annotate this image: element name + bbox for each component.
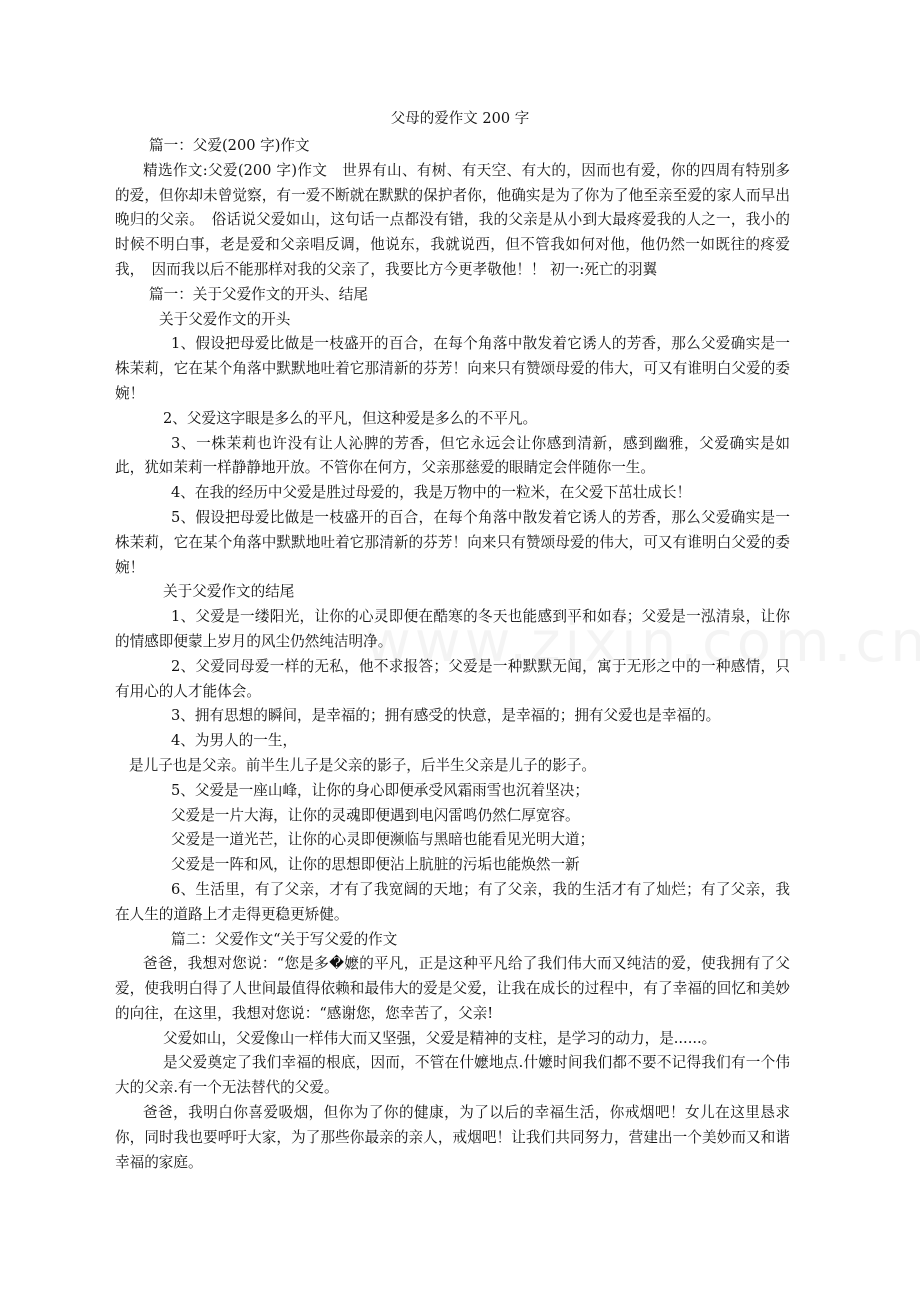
paragraph: 父爱是一道光芒，让你的心灵即便濒临与黑暗也能看见光明大道； [171, 831, 595, 849]
paragraph: 是儿子也是父亲。前半生儿子是父亲的影子，后半生父亲是儿子的影子。 [129, 756, 597, 774]
paragraph: 1、假设把母爱比做是一枝盛开的百合，在每个角落中散发着它诱人的芳香，那么父爱确实是一株茉莉，它在某个角落中默默地吐着它那清新的芬芳！向来只有赞颂母爱的伟大，可又有谁明白父爱的委婉！ [115, 335, 790, 402]
document-title: 父母的爱作文 200 字 [390, 111, 530, 127]
paragraph: 关于父爱作文的开头 [159, 310, 291, 328]
paragraph: 1、父爱是一缕阳光，让你的心灵即便在酷寒的冬天也能感到平和如春；父爱是一泓清泉，让你的情感即便蒙上岁月的风尘仍然纯洁明净。 [115, 608, 790, 650]
paragraph: 4、为男人的一生， [171, 732, 298, 750]
paragraph: 爸爸，我想对您说：“您是多�嬷的平凡，正是这种平凡给了我们伟大而又纯洁的爱，使我拥有了父爱，使我明白得了人世间最值得依赖和最伟大的爱是父爱，让我在成长的过程中，有了幸福的回忆和美妙的向往，在这里，我想对您说：“感谢您，您幸苦了，父亲! [115, 955, 790, 1022]
paragraph: 爸爸，我明白你喜爱吸烟，但你为了你的健康，为了以后的幸福生活，你戒烟吧！女儿在这里恳求你，同时我也要呼吁大家，为了那些你最亲的亲人，戒烟吧！让我们共同努力，营建出一个美妙而又和谐幸福的家庭。 [115, 1104, 790, 1171]
paragraph: 5、父爱是一座山峰，让你的身心即便承受风霜雨雪也沉着坚决； [171, 781, 589, 799]
paragraph: 篇二：父爱作文“关于写父爱的作文 [171, 930, 398, 948]
paragraph: 父爱是一阵和风，让你的思想即便沾上肮脏的污垢也能焕然一新 [171, 856, 580, 874]
paragraph: 父爱如山，父爱像山一样伟大而又坚强，父爱是精神的支柱，是学习的动力，是......。 [163, 1029, 717, 1047]
paragraph: 精选作文:父爱(200 字)作文 世界有山、有树、有天空、有大的，因而也有爱，你的四周有特别多的爱，但你却未曾觉察，有一爱不断就在默默的保护者你，他确实是为了你为了他至亲至爱的家人而早出晚归的父亲。 俗话说父爱如山，这句话一点都没有错，我的父亲是从小到大最疼爱我的人之一，我小的时候不明白事，老是爱和父亲唱反调，他说东，我就说西，但不管我如何对他，他仍然一如既往的疼爱我， 因而我以后不能那样对我的父亲了，我要比方今更孝敬他！！ 初一:死亡的羽翼 [115, 161, 790, 278]
paragraph: 父爱是一片大海，让你的灵魂即便遇到电闪雷鸣仍然仁厚宽容。 [171, 806, 580, 824]
paragraph: 3、一株茉莉也许没有让人沁脾的芳香，但它永远会让你感到清新，感到幽雅，父爱确实是如此，犹如茉莉一样静静地开放。不管你在何方，父亲那慈爱的眼睛定会伴随你一生。 [115, 434, 790, 477]
paragraph: 2、父爱同母爱一样的无私，他不求报答；父爱是一种默默无闻，寓于无形之中的一种感情，只有用心的人才能体会。 [115, 657, 790, 700]
paragraph: 是父爱奠定了我们幸福的根底，因而，不管在什嬷地点.什嬷时间我们都不要不记得我们有一个伟大的父亲.有一个无法替代的父爱。 [115, 1054, 790, 1097]
paragraph: 篇一：父爱(200 字)作文 [149, 137, 310, 154]
paragraph: 2、父爱这字眼是多么的平凡，但这种爱是多么的不平凡。 [163, 409, 538, 427]
document-body [115, 134, 790, 1175]
paragraph: 4、在我的经历中父爱是胜过母爱的，我是万物中的一粒米，在父爱下茁壮成长！ [171, 484, 692, 502]
paragraph: 篇一：关于父爱作文的开头、结尾 [149, 285, 368, 303]
paragraph: 3、拥有思想的瞬间，是幸福的；拥有感受的快意，是幸福的；拥有父爱也是幸福的。 [171, 707, 721, 725]
paragraph: 关于父爱作文的结尾 [163, 583, 295, 601]
paragraph: 6、生活里，有了父亲，才有了我宽阔的天地；有了父亲，我的生活才有了灿烂；有了父亲，我在人生的道路上才走得更稳更矫健。 [115, 880, 790, 923]
paragraph: 5、假设把母爱比做是一枝盛开的百合，在每个角落中散发着它诱人的芳香，那么父爱确实是一株茉莉，它在某个角落中默默地吐着它那清新的芬芳！向来只有赞颂母爱的伟大，可又有谁明白父爱的委婉！ [115, 508, 790, 576]
